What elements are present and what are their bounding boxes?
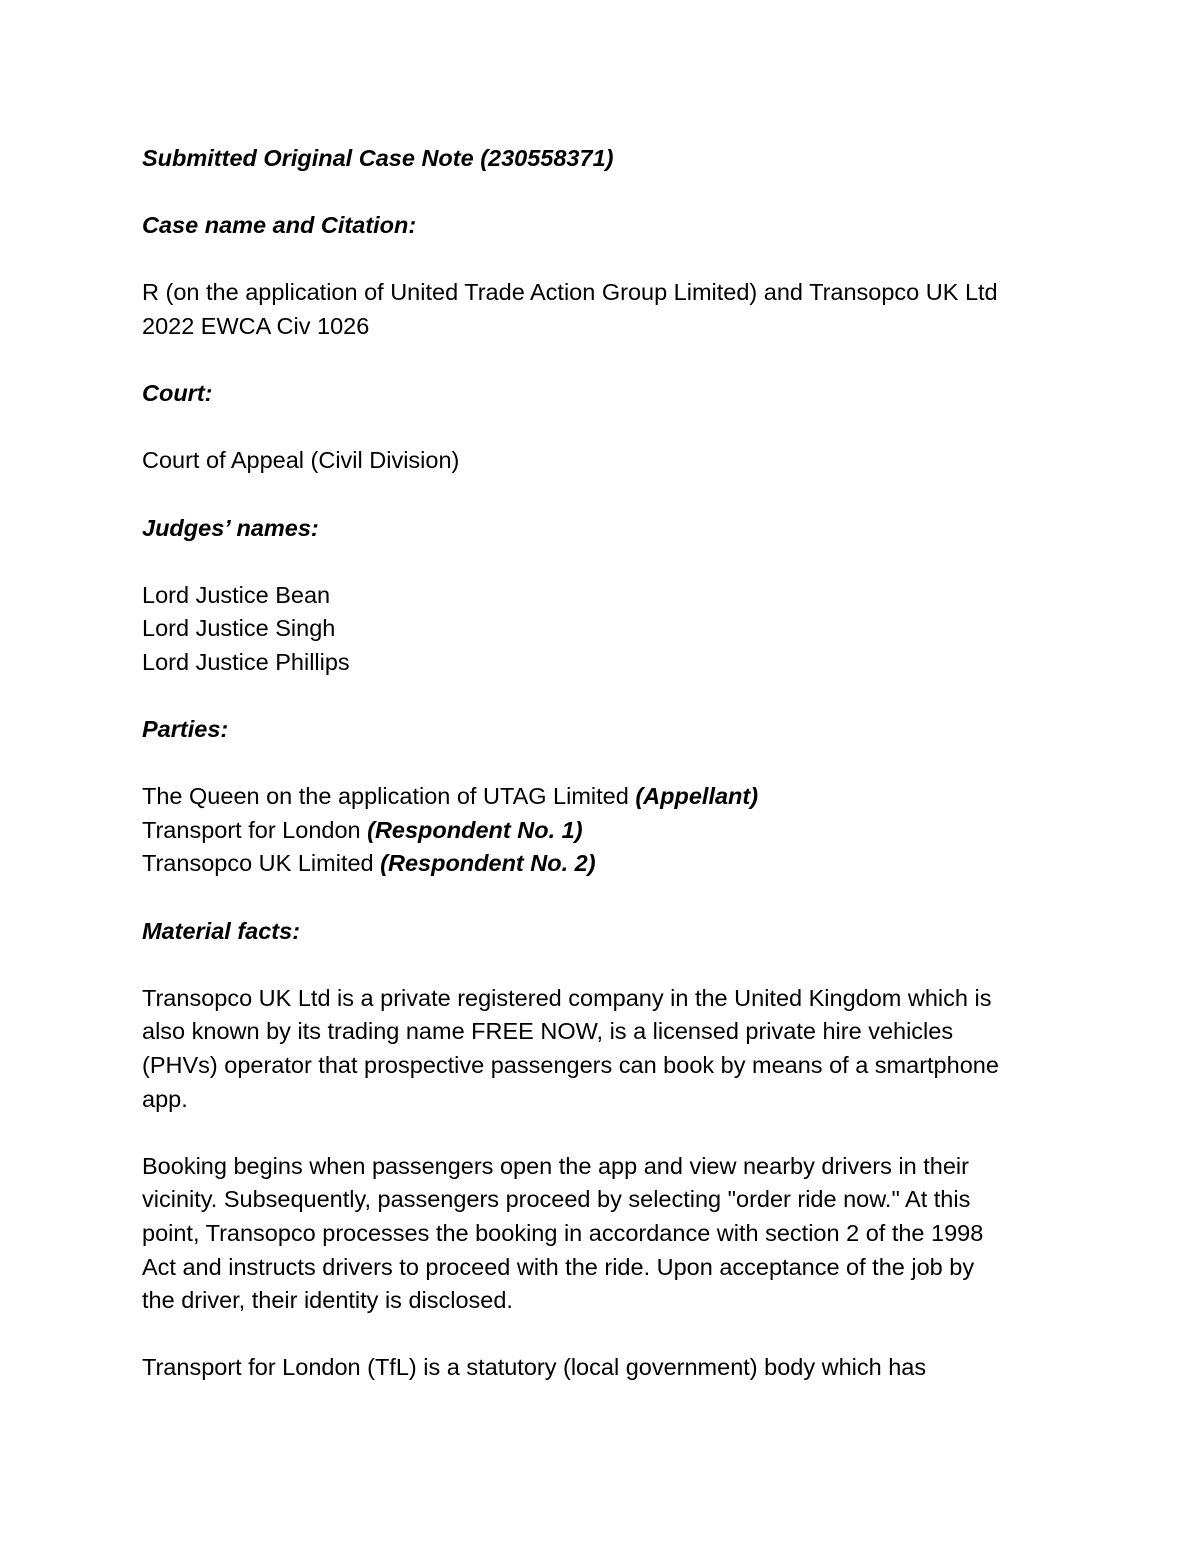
case-name-line: R (on the application of United Trade Action Group Limited) and Transopco UK Ltd (142, 279, 998, 306)
court-heading: Court: (142, 380, 213, 407)
case-citation-line: 2022 EWCA Civ 1026 (142, 312, 370, 339)
party-entry (142, 814, 1082, 848)
facts-paragraph (142, 1351, 1082, 1385)
court-value: Court of Appeal (Civil Division) (142, 447, 460, 474)
paragraph-line: vicinity. Subsequently, passengers proceed by selecting "order ride now." At this (142, 1186, 971, 1213)
judges-heading: Judges’ names: (142, 514, 319, 541)
paragraph-line: Transport for London (TfL) is a statutory (local government) body which has (142, 1354, 927, 1381)
paragraph-line: Act and instructs drivers to proceed with the ride. Upon acceptance of the job by (142, 1253, 975, 1280)
party-name: Transopco UK Limited (142, 850, 381, 877)
party-entry (142, 847, 1082, 881)
case-name-citation (142, 276, 1082, 343)
parties-heading: Parties: (142, 716, 229, 743)
party-role: (Appellant) (635, 783, 759, 810)
paragraph-line: point, Transopco processes the booking in accordance with section 2 of the 1998 (142, 1220, 984, 1246)
party-role: (Respondent No. 1) (367, 816, 583, 843)
document-page (142, 142, 1082, 1385)
party-name: Transport for London (142, 816, 368, 843)
material-facts-heading: Material facts: (142, 917, 301, 944)
party-name: The Queen on the application of UTAG Limited (142, 783, 636, 810)
facts-paragraph (142, 982, 1082, 1116)
paragraph-line: app. (142, 1085, 188, 1112)
case-name-heading: Case name and Citation: (142, 212, 417, 239)
party-entry (142, 780, 1082, 814)
judge-name: Lord Justice Singh (142, 615, 336, 642)
judges-list (142, 579, 1082, 680)
judge-name: Lord Justice Bean (142, 581, 331, 608)
paragraph-line: Booking begins when passengers open the app and view nearby drivers in their (142, 1152, 969, 1179)
parties-list (142, 780, 1082, 881)
paragraph-line: the driver, their identity is disclosed. (142, 1287, 513, 1314)
paragraph-line: (PHVs) operator that prospective passengers can book by means of a smartphone (142, 1052, 999, 1079)
paragraph-line: also known by its trading name FREE NOW, is a licensed private hire vehicles (142, 1018, 954, 1045)
facts-paragraph (142, 1150, 1082, 1318)
document-title: Submitted Original Case Note (230558371) (142, 145, 614, 171)
judge-name: Lord Justice Phillips (142, 648, 350, 675)
party-role: (Respondent No. 2) (380, 850, 596, 877)
paragraph-line: Transopco UK Ltd is a private registered company in the United Kingdom which is (142, 984, 992, 1011)
